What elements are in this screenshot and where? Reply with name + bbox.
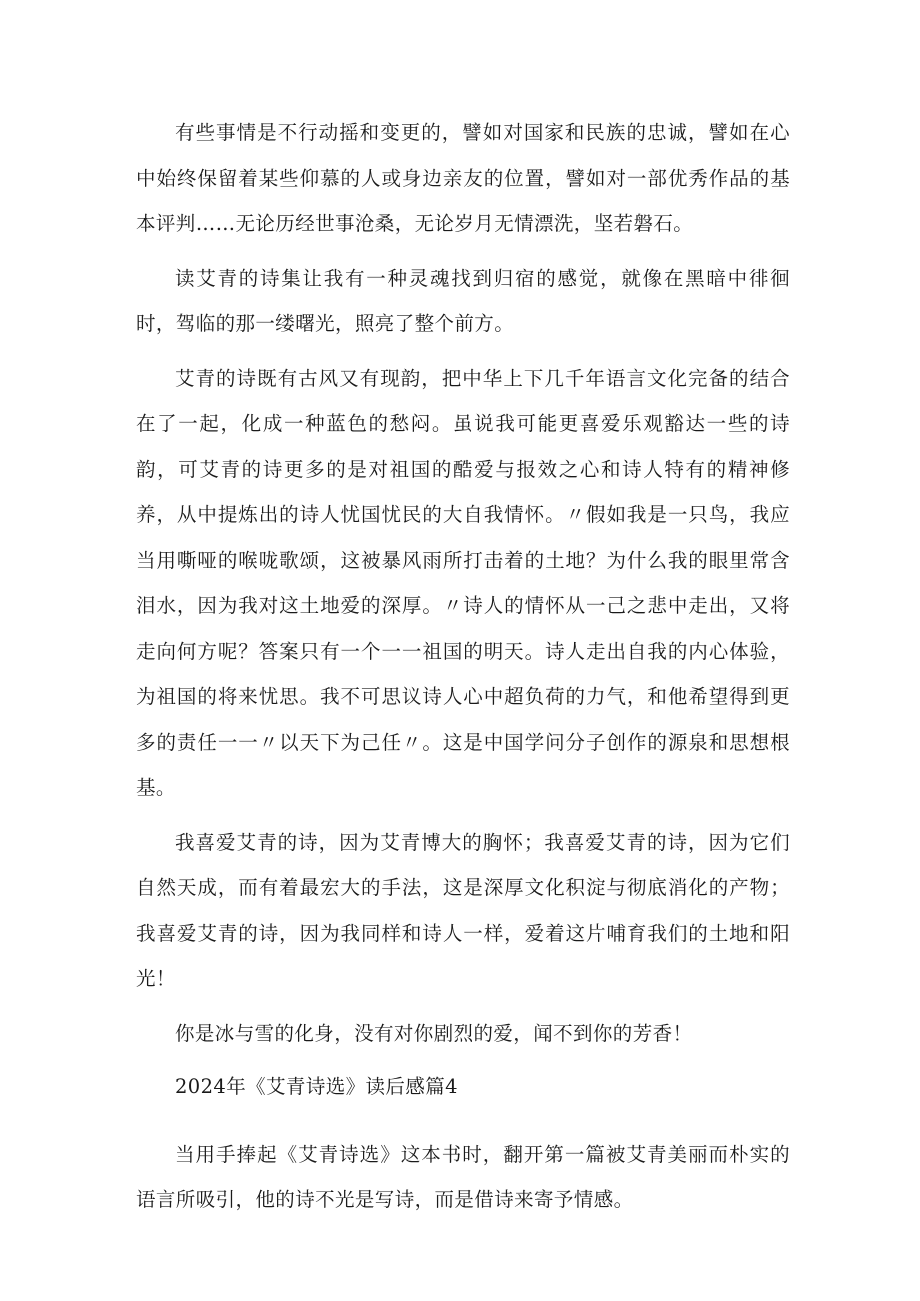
document-body (136, 110, 790, 1223)
paragraph-loyalty: 有些事情是不行动摇和变更的，譬如对国家和民族的忠诚，譬如在心中始终保留着某些仰慕的人或身边亲友的位置，譬如对一部优秀作品的基本评判……无论历经世事沧桑，无论岁月无情漂洗，坚若磐石。 (136, 121, 790, 235)
section-heading: 2024年《艾青诗选》读后感篇4 (175, 1075, 458, 1098)
paragraph-love-poems: 我喜爱艾青的诗，因为艾青博大的胸怀；我喜爱艾青的诗，因为它们自然天成，而有着最宏大的手法，这是深厚文化积淀与彻底消化的产物；我喜爱艾青的诗，因为我同样和诗人一样，爱着这片哺育我们的土地和阳光！ (136, 830, 790, 990)
paragraph-style: 艾青的诗既有古风又有现韵，把中华上下几千年语言文化完备的结合在了一起，化成一种蓝色的愁闷。虽说我可能更喜爱乐观豁达一些的诗韵，可艾青的诗更多的是对祖国的酷爱与报效之心和诗人特有的精神修养，从中提炼出的诗人忧国忧民的大自我情怀。〃假如我是一只鸟，我应当用嘶哑的喉咙歌颂，这被暴风雨所打击着的土地？为什么我的眼里常含泪水，因为我对这土地爱的深厚。〃诗人的情怀从一己之悲中走出，又将走向何方呢？答案只有一个一一祖国的明天。诗人走出自我的内心体验，为祖国的将来忧思。我不可思议诗人心中超负荷的力气，和他希望得到更多的责任一一〃以天下为己任〃。这是中国学问分子创作的源泉和思想根基。 (136, 366, 790, 799)
paragraph-opening-book: 当用手捧起《艾青诗选》这本书时，翻开第一篇被艾青美丽而朴实的语言所吸引，他的诗不光是写诗，而是借诗来寄予情感。 (136, 1142, 790, 1211)
paragraph-ice-snow: 你是冰与雪的化身，没有对你剧烈的爱，闻不到你的芳香！ (175, 1021, 693, 1045)
paragraph-soul-home: 读艾青的诗集让我有一种灵魂找到归宿的感觉，就像在黑暗中徘徊时，驾临的那一缕曙光，照亮了整个前方。 (136, 266, 790, 335)
